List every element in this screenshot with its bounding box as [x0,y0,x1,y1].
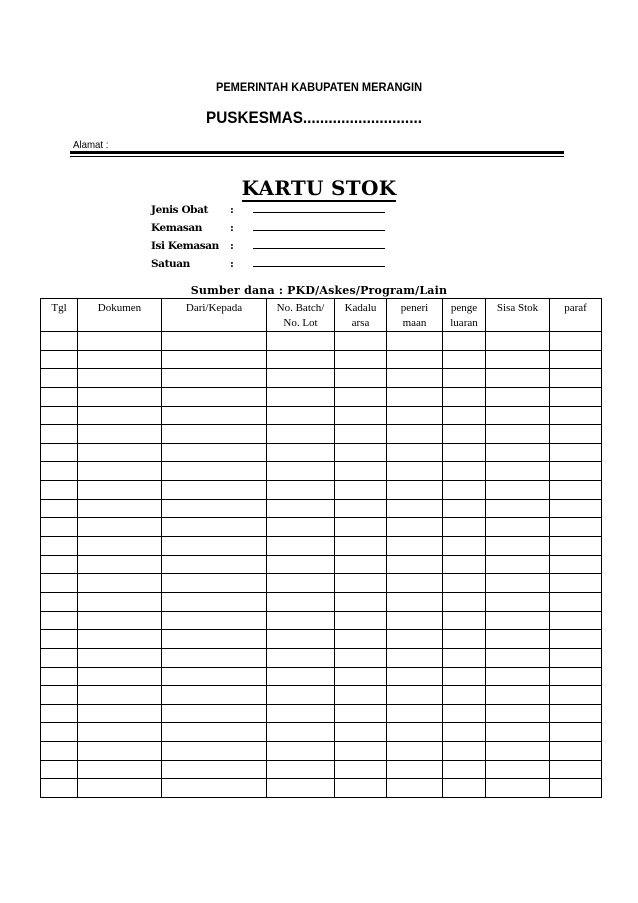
table-cell [267,779,335,798]
table-cell [267,555,335,574]
table-cell [387,350,443,369]
table-cell [443,760,486,779]
table-cell [267,592,335,611]
table-row [41,443,602,462]
table-cell [41,537,78,556]
table-cell [387,704,443,723]
table-cell [443,704,486,723]
table-cell [162,723,267,742]
table-cell [162,667,267,686]
table-row [41,555,602,574]
table-cell [78,779,162,798]
table-cell [335,574,387,593]
table-cell [387,779,443,798]
table-cell [267,462,335,481]
table-cell [41,704,78,723]
table-cell [387,723,443,742]
table-cell [78,350,162,369]
table-cell [162,462,267,481]
table-cell [443,425,486,444]
table-cell [387,425,443,444]
table-cell [41,611,78,630]
col-header-penerimaan: peneri maan [387,299,443,332]
table-row [41,648,602,667]
table-cell [267,760,335,779]
table-cell [267,630,335,649]
table-cell [78,481,162,500]
table-cell [387,592,443,611]
field-colon: : [230,258,234,270]
table-cell [41,723,78,742]
table-cell [162,425,267,444]
table-row [41,742,602,761]
table-row [41,667,602,686]
table-cell [78,574,162,593]
table-cell [41,425,78,444]
table-cell [387,518,443,537]
table-cell [387,387,443,406]
table-cell [443,387,486,406]
table-cell [41,350,78,369]
table-cell [486,667,550,686]
table-cell [41,760,78,779]
table-cell [486,332,550,351]
field-blank-line [253,230,385,231]
table-cell [550,443,602,462]
field-colon: : [230,204,234,216]
table-cell [267,574,335,593]
field-blank-line [253,266,385,267]
table-row [41,704,602,723]
table-cell [387,574,443,593]
table-cell [335,592,387,611]
stock-table [40,298,602,798]
table-cell [550,406,602,425]
table-cell [335,425,387,444]
table-cell [41,742,78,761]
table-cell [443,499,486,518]
table-cell [486,518,550,537]
table-cell [550,518,602,537]
table-row [41,574,602,593]
table-cell [162,537,267,556]
table-cell [550,462,602,481]
field-label: Satuan [151,258,190,270]
table-cell [387,648,443,667]
col-header-paraf: paraf [550,299,602,332]
table-cell [443,611,486,630]
table-cell [550,760,602,779]
table-cell [41,443,78,462]
table-cell [162,518,267,537]
table-cell [41,406,78,425]
table-row [41,760,602,779]
table-cell [486,574,550,593]
table-cell [443,686,486,705]
table-cell [78,332,162,351]
table-cell [267,518,335,537]
address-label: Alamat : [73,139,109,151]
field-list [151,203,391,275]
puskesmas-title: PUSKESMAS............................ [206,108,422,127]
table-cell [486,630,550,649]
table-row [41,406,602,425]
table-cell [41,779,78,798]
table-cell [267,332,335,351]
table-cell [162,443,267,462]
table-row [41,630,602,649]
table-cell [387,406,443,425]
table-cell [78,406,162,425]
table-cell [387,686,443,705]
table-cell [267,537,335,556]
table-cell [443,481,486,500]
table-cell [550,630,602,649]
table-cell [162,574,267,593]
table-cell [335,518,387,537]
field-label: Kemasan [151,222,203,234]
table-cell [41,369,78,388]
table-row [41,779,602,798]
table-cell [335,462,387,481]
table-cell [550,574,602,593]
field-satuan [151,257,391,275]
table-cell [443,518,486,537]
table-cell [550,499,602,518]
table-cell [443,369,486,388]
table-cell [387,555,443,574]
table-cell [443,574,486,593]
table-row [41,425,602,444]
table-row [41,462,602,481]
table-cell [550,537,602,556]
table-cell [162,369,267,388]
table-cell [162,630,267,649]
table-cell [335,369,387,388]
table-cell [443,332,486,351]
table-cell [486,779,550,798]
table-row [41,481,602,500]
table-cell [78,760,162,779]
table-cell [443,462,486,481]
field-label: Isi Kemasan [151,240,219,252]
table-cell [78,555,162,574]
table-cell [387,742,443,761]
table-cell [387,481,443,500]
table-cell [78,369,162,388]
table-cell [41,686,78,705]
table-cell [486,555,550,574]
table-cell [550,742,602,761]
col-header-kadaluarsa: Kadalu arsa [335,299,387,332]
table-cell [335,686,387,705]
table-cell [335,779,387,798]
field-colon: : [230,240,234,252]
field-jenis-obat [151,203,391,221]
table-cell [550,555,602,574]
field-colon: : [230,222,234,234]
table-cell [267,387,335,406]
table-cell [267,611,335,630]
table-cell [335,499,387,518]
table-cell [78,537,162,556]
table-cell [443,779,486,798]
table-cell [486,611,550,630]
table-cell [41,387,78,406]
table-cell [443,667,486,686]
table-cell [162,350,267,369]
table-cell [335,667,387,686]
table-row [41,350,602,369]
table-cell [41,592,78,611]
table-cell [162,742,267,761]
table-cell [550,350,602,369]
table-cell [550,723,602,742]
table-cell [162,611,267,630]
table-cell [486,723,550,742]
table-cell [162,555,267,574]
table-cell [550,592,602,611]
table-cell [162,406,267,425]
table-cell [78,648,162,667]
table-cell [78,518,162,537]
table-cell [162,387,267,406]
table-cell [335,387,387,406]
table-cell [78,723,162,742]
table-cell [267,369,335,388]
table-cell [486,686,550,705]
col-header-sisa-stok: Sisa Stok [486,299,550,332]
field-kemasan [151,221,391,239]
table-row [41,499,602,518]
table-cell [387,443,443,462]
table-cell [41,630,78,649]
table-cell [78,704,162,723]
table-cell [335,742,387,761]
table-cell [335,443,387,462]
table-cell [78,742,162,761]
table-cell [486,425,550,444]
field-label: Jenis Obat [151,204,208,216]
table-cell [486,387,550,406]
table-cell [387,499,443,518]
table-cell [550,704,602,723]
table-cell [550,611,602,630]
table-cell [335,537,387,556]
col-header-batch: No. Batch/ No. Lot [267,299,335,332]
table-cell [486,704,550,723]
table-cell [267,406,335,425]
table-cell [335,760,387,779]
col-header-dokumen: Dokumen [78,299,162,332]
table-cell [162,499,267,518]
table-cell [335,332,387,351]
table-row [41,518,602,537]
table-cell [335,555,387,574]
table-cell [387,537,443,556]
table-cell [486,648,550,667]
table-cell [78,499,162,518]
table-row [41,611,602,630]
table-cell [78,686,162,705]
table-cell [550,648,602,667]
table-cell [41,481,78,500]
table-cell [267,686,335,705]
field-isi-kemasan [151,239,391,257]
table-cell [267,350,335,369]
table-cell [550,481,602,500]
table-cell [443,555,486,574]
table-cell [486,443,550,462]
table-row [41,369,602,388]
table-cell [162,648,267,667]
table-cell [41,332,78,351]
table-cell [162,760,267,779]
table-row [41,686,602,705]
table-cell [387,611,443,630]
table-cell [162,779,267,798]
table-cell [387,462,443,481]
table-cell [550,332,602,351]
table-cell [550,686,602,705]
table-cell [78,387,162,406]
table-cell [78,425,162,444]
table-cell [267,481,335,500]
header-rule-thick [70,151,564,154]
table-cell [443,723,486,742]
table-cell [267,742,335,761]
table-cell [267,425,335,444]
table-row [41,387,602,406]
table-cell [443,350,486,369]
table-cell [162,592,267,611]
table-cell [335,611,387,630]
table-cell [550,779,602,798]
table-cell [267,723,335,742]
table-cell [387,760,443,779]
card-title-text: KARTU STOK [241,176,397,200]
table-row [41,332,602,351]
table-cell [267,704,335,723]
table-cell [335,350,387,369]
table-cell [486,350,550,369]
table-cell [486,499,550,518]
table-cell [41,648,78,667]
table-cell [78,611,162,630]
table-cell [443,443,486,462]
table-cell [267,648,335,667]
table-cell [335,406,387,425]
table-cell [335,704,387,723]
col-header-dari-kepada: Dari/Kepada [162,299,267,332]
table-cell [486,481,550,500]
table-cell [78,443,162,462]
table-row [41,537,602,556]
table-header-row [41,299,602,332]
table-cell [78,667,162,686]
table-cell [550,369,602,388]
col-header-tgl: Tgl [41,299,78,332]
table-cell [443,406,486,425]
table-cell [443,537,486,556]
funding-source: Sumber dana : PKD/Askes/Program/Lain [190,284,448,297]
table-row [41,723,602,742]
table-cell [486,406,550,425]
table-cell [486,537,550,556]
table-cell [78,462,162,481]
table-cell [162,704,267,723]
table-cell [41,574,78,593]
table-cell [162,332,267,351]
table-cell [162,686,267,705]
table-cell [550,425,602,444]
table-cell [550,667,602,686]
table-row [41,592,602,611]
table-cell [443,742,486,761]
table-cell [387,369,443,388]
header-rule-thin [70,156,564,157]
table-cell [267,443,335,462]
table-cell [335,723,387,742]
field-blank-line [253,248,385,249]
table-cell [78,592,162,611]
table-cell [443,630,486,649]
table-cell [41,518,78,537]
field-blank-line [253,212,385,213]
table-cell [443,592,486,611]
table-cell [162,481,267,500]
table-cell [486,592,550,611]
table-cell [41,462,78,481]
card-title [0,176,638,200]
table-cell [41,667,78,686]
table-cell [335,630,387,649]
table-cell [443,648,486,667]
table-cell [335,648,387,667]
table-cell [41,555,78,574]
table-cell [486,462,550,481]
table-cell [486,369,550,388]
table-cell [550,387,602,406]
table-cell [335,481,387,500]
table-cell [267,667,335,686]
table-cell [41,499,78,518]
col-header-pengeluaran: penge luaran [443,299,486,332]
table-cell [387,667,443,686]
table-cell [387,332,443,351]
table-cell [387,630,443,649]
table-cell [78,630,162,649]
table-cell [486,760,550,779]
table-cell [267,499,335,518]
government-header: PEMERINTAH KABUPATEN MERANGIN [215,80,423,94]
table-cell [486,742,550,761]
